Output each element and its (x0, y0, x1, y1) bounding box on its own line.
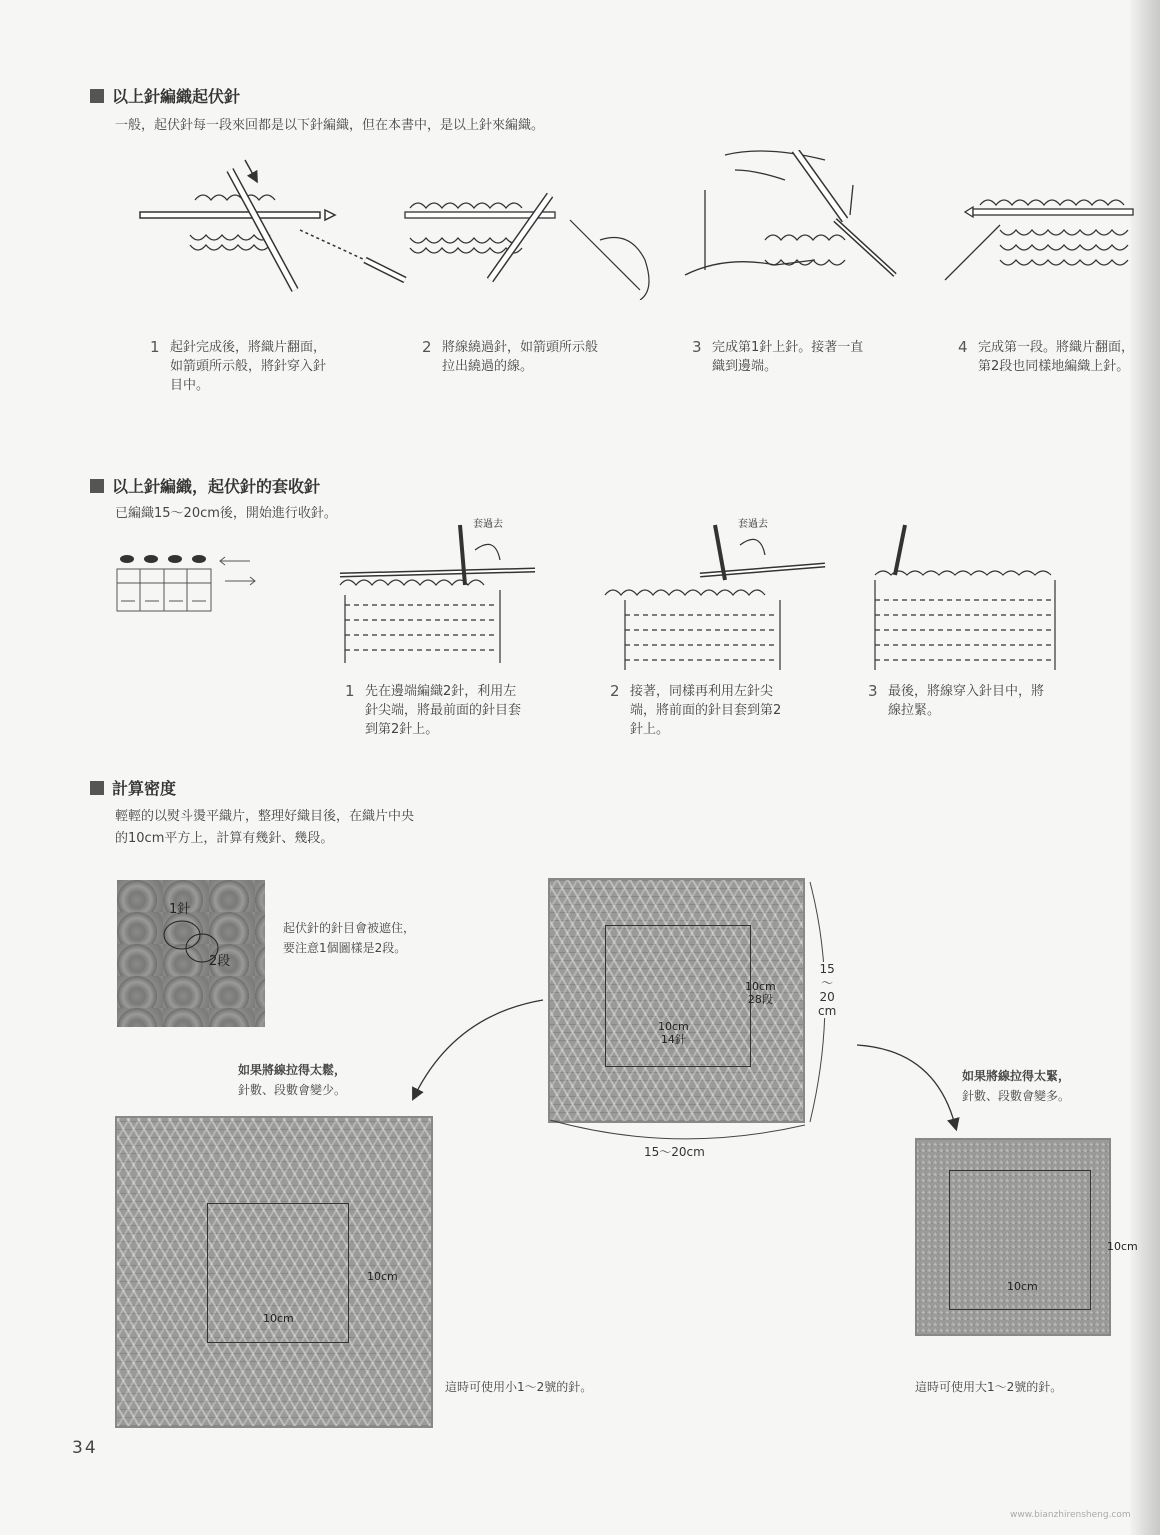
photo-highlight-outline (157, 910, 227, 970)
bindoff-step3-swatch (875, 525, 1055, 670)
section1-intro: 一般，起伏針每一段來回都是以下針編織，但在本書中，是以上針來編織。 (115, 118, 545, 133)
center-height-label: 15 ～ 20 cm (818, 962, 837, 1018)
section1-step4: 4 完成第一段。將織片翻面， 第2段也同樣地編織上針。 (958, 338, 1135, 374)
section1-step3: 3 完成第1針上針。接著一直 織到邊端。 (692, 338, 864, 374)
section2-step3: 3 最後，將線穿入針目中，將 線拉緊。 (868, 682, 1045, 718)
section-bullet-icon (90, 479, 104, 493)
section2-intro: 已編織15～20cm後，開始進行收針。 (115, 506, 337, 521)
center-rows-label: 10cm 28段 (745, 980, 776, 1006)
loop-label-1: 套過去 (473, 519, 503, 530)
section1-title: 以上針編織起伏針 (90, 84, 240, 107)
section2-step1: 1 先在邊端編織2針，利用左 針尖端，將最前面的針目套 到第2針上。 (345, 682, 522, 737)
bind-off-illustrations (335, 515, 1075, 675)
section3-title: 計算密度 (90, 776, 176, 799)
loose-width-label: 10cm (263, 1312, 294, 1325)
step1-illustration (140, 160, 405, 290)
bindoff-step1-swatch (340, 525, 535, 663)
loop-label-2: 套過去 (738, 519, 768, 530)
section2-step2: 2 接著，同樣再利用左針尖 端，將前面的針目套到第2 針上。 (610, 682, 782, 737)
bindoff-step2-swatch (605, 525, 825, 670)
garter-stitch-photo (117, 880, 265, 1027)
section-bullet-icon (90, 89, 104, 103)
section1-step1: 1 起針完成後，將織片翻面， 如箭頭所示般，將針穿入針 目中。 (150, 338, 327, 393)
bind-off-chart-icon (115, 553, 265, 615)
loose-height-label: 10cm (367, 1270, 398, 1283)
center-stitches-label: 10cm 14針 (658, 1020, 689, 1046)
tight-caption: 如果將線拉得太緊， 針數、段數會變多。 (962, 1069, 1071, 1103)
purl-steps-illustrations (135, 150, 1135, 300)
photo-row-label: 2段 (209, 954, 231, 969)
section2-title: 以上針編織，起伏針的套收針 (90, 474, 320, 497)
watermark: www.bianzhirensheng.com (1010, 1510, 1131, 1520)
tight-width-label: 10cm (1007, 1280, 1038, 1293)
center-width-label: 15～20cm (640, 1143, 709, 1160)
section1-step2: 2 將線繞過針，如箭頭所示般 拉出繞過的線。 (422, 338, 599, 374)
loose-note: 這時可使用小1～2號的針。 (445, 1380, 593, 1394)
tight-gauge-swatch (915, 1138, 1138, 1336)
photo-stitch-label: 1針 (169, 902, 191, 917)
step4-illustration (945, 200, 1133, 280)
comparison-arrows (395, 995, 995, 1135)
step2-illustration (405, 195, 649, 300)
tight-height-label: 10cm (1107, 1240, 1138, 1253)
section-bullet-icon (90, 781, 104, 795)
page-number: 34 (72, 1438, 98, 1458)
step3-illustration (685, 150, 895, 275)
tight-note: 這時可使用大1～2號的針。 (915, 1380, 1063, 1394)
loose-caption: 如果將線拉得太鬆， 針數、段數會變少。 (238, 1063, 347, 1097)
photo-note: 起伏針的針目會被遮住， 要注意1個圖樣是2段。 (283, 921, 416, 955)
section3-intro: 輕輕的以熨斗燙平織片，整理好織目後，在織片中央 的10cm平方上，計算有幾針、幾段。 (115, 809, 415, 846)
loose-gauge-swatch (115, 1116, 433, 1428)
